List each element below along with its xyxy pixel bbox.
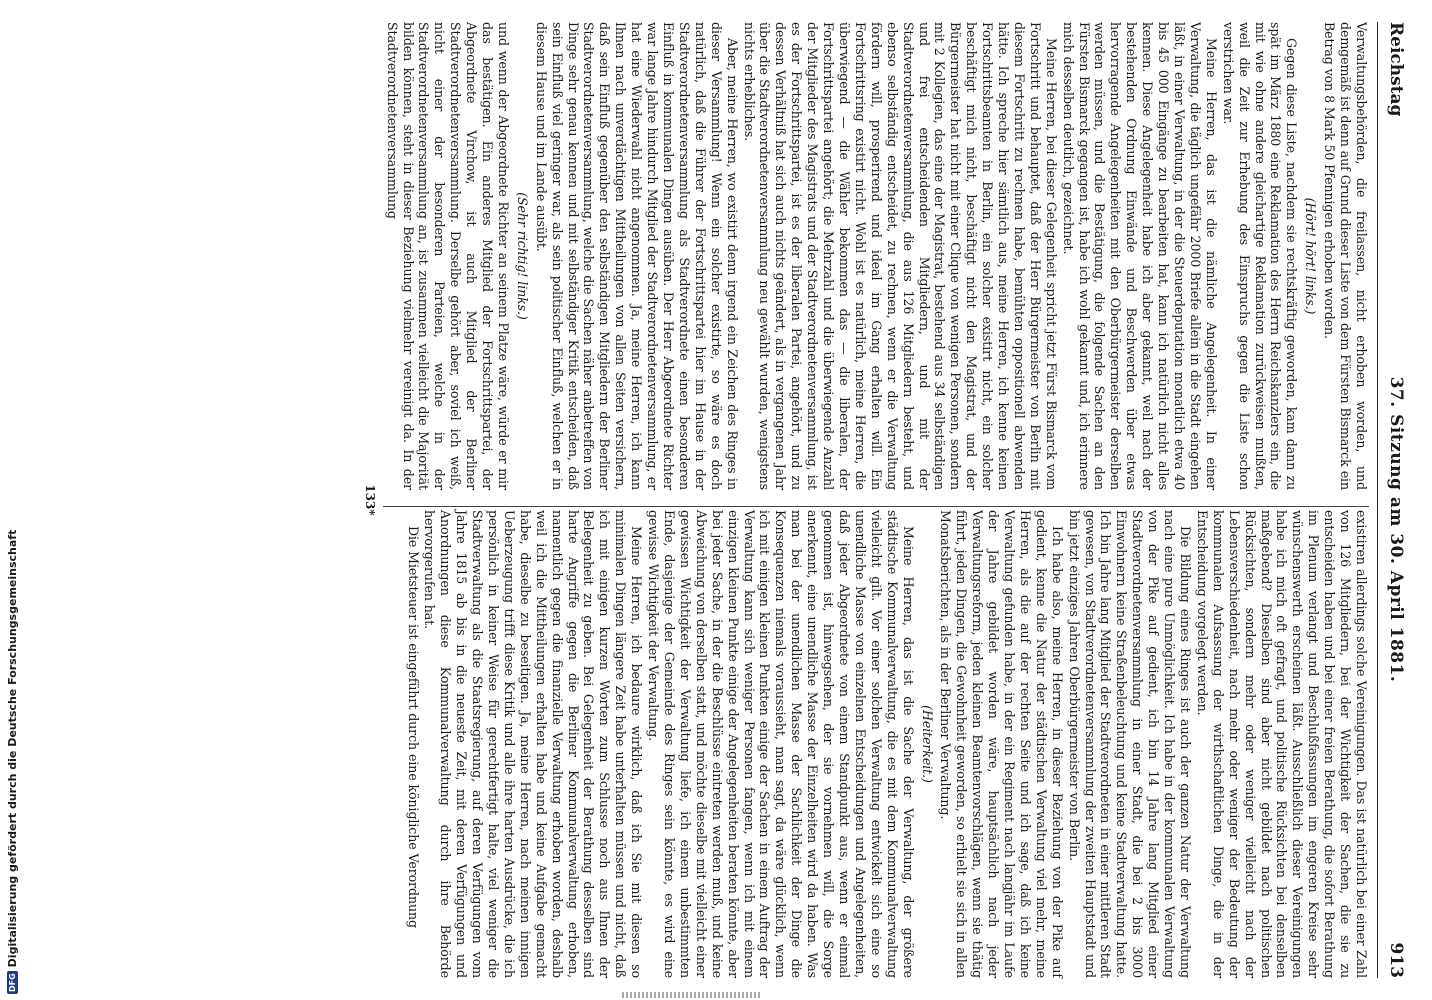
scan-edge-artifact bbox=[622, 992, 762, 998]
paragraph: Die Mietsteuer ist eingeführt durch eine königliche Verordnung bbox=[405, 526, 421, 928]
paragraph: Meine Herren, ich bedaure wirklich, daß ich Sie mit diesen so minimalen Dingen längere Zeit habe unterhalten müssen und nicht, daß ich mit einigen kurzen Worten zum Schlusse noch aus Ihnen der Belegenheit zu geben. Bei Gelegenheit der Berathung desselben sind harte Angriffe gegen die Berliner Kommunalverwaltung erhoben, namentlich gegen die finanzielle Verwaltung erhoben worden, deshalb weil ich die Mittheilungen erhalten habe und keine Aufgabe gemacht habe, dieselbe zu beseitigen. Ja, meine Herren, nach meinen innigen Ueberzeugung trifft diese Kritik und alle ihre harten Ausdrücke, die ich persönlich in keiner Weise für gerechtfertigt halte, viel weniger die Stadtverwaltung als die Staatsregierung, auf deren Verfügungen vom Jahre 1815 ab bis in die neueste Zeit, mit deren Verfügungen und Anordnungen diese Kommunalverwaltung durch ihre Behörde hervorgerufen hat. bbox=[422, 510, 645, 978]
column-divider bbox=[383, 506, 1369, 507]
paragraph: Meine Herren, das ist die Sache der Verwaltung, der größere städtische Kommunalverwaltung, die es mit dem Kommunalverwaltung vielleicht gilt. Vor einer solchen Verwaltung entwickelt sich eine so unendliche Masse von einzelnen Entscheidungen und Angelegenheiten, daß jeder Abgeordnete von einem Standpunkt aus, wenn er einmal genommen ist, hinwegsehen, der sie vornehmen will, die Sorge anerkennt, eine unendliche Masse der Einzelheiten wird da haben. Was man bei der unendlichen Masse der Sachlichkeit der Dinge die Konsequenzen niemals voraussieht, man sagt, da wäre glücklich, wenn ich mit einigen kleinen Punkten einige der Sachen in einem Auftrag der Verwaltung kann sich weniger Personen fangen, wenn ich mit einem einzigen kleinen Punkte einige der Angelegenheiten beraten könnte, aber bei jeder Sache, in der die Beschlüsse eintreten werden muß, und keine Abweichung von derselben statt, und möchte dieselbe mit vielleicht einer gewissen Wichtigkeit der Verwaltung liefe, ich einem unbestimmten Ende, dasjenige der Gemeinde des Ringes sein könnte, es wird eine gewisse Wichtigkeit der Verwaltung. bbox=[646, 510, 916, 978]
left-column bbox=[383, 22, 1369, 490]
page-header bbox=[1380, 22, 1406, 978]
dfg-logo-icon: DFG bbox=[7, 973, 17, 992]
paragraph: Gegen diese Liste, nachdem sie rechtskräftig geworden, kam dann zu spät im März 1880 eine Reklamation des Herrn Reichskanzlers ein, die mit wie ohne andere gleichartige Reklamation zurückweisen mußten, weil die Zeit zur Erhebung des Einspruchs gegen die Liste schon verstrichen war. bbox=[1220, 22, 1300, 490]
text-columns bbox=[383, 22, 1369, 978]
paragraph: und wenn der Abgeordnete Richter an seinem Platze wäre, würde er mir das bestätigen. Ein anderes Mitglied der Fortschrittspartei, der Abgeordnete Virchow, ist auch Mitglied der Berliner Stadtverordnetenversammlung. Derselbe gehört aber, soviel ich weiß, nicht einer der besonderen Parteien, welche in der Stadtverordnetenversammlung an, ist zusammen vielleicht die Majorität bilden können, steht in dieser Beziehung vielmehr vereinigt da. In der Stadtverordnetenversammlung bbox=[384, 22, 511, 490]
paragraph: (Heiterkeit.) bbox=[919, 705, 935, 783]
document-page bbox=[6, 0, 1416, 1000]
paragraph: (Sehr richtig! links.) bbox=[514, 192, 530, 320]
paragraph: Aber, meine Herren, wo existirt denn irgend ein Zeichen des Ringes in dieser Versammlung! Wenn ein solcher existirte, so wäre es doch natürlich, daß die Führer der Fortschrittspartei hier im Hause in der Stadtverordnetenversammlung als Stadtverordnete einen besonderen Einfluß in kommunalen Dingen ausüben. Der Herr Abgeordnete Richter war lange Jahre hindurch Mitglied der Stadtverordnetenversammlung, er hat eine Wiederwahl nicht angenommen. Ja, meine Herren, ich kann Ihnen nach unverdächtigen Mittheilungen von allen Seiten versichern, daß sein Einfluß gegenüber den selbständigen Mitgliedern der Berliner Stadtverordnetenversammlung, welche die Sachen näher anbetreffen von Dinge sehr genau kennen und mit selbständiger Kritik entscheiden, daß sein Einfluß viel geringer war, als sein politischer Einfluß, welchen er in diesem Hause und im Lande ausübt. bbox=[533, 22, 740, 490]
paragraph: Verwaltungsbehörden, die freilassen, nicht erhoben worden, und demgemäß ist denn auf Grund dieser Liste von dem Fürsten Bismarck ein Betrag von 8 Mark 50 Pfennigen erhoben worden. bbox=[1322, 22, 1369, 490]
paragraph: Ich habe also, meine Herren, in dieser Beziehung von der Pike auf gedient, kenne die Natur der städtischen Verwaltung viel mehr, meine Herren, als die auf der rechten Seite und ich sage, daß ich keine Verwaltung gefunden habe, in der ein Regiment nach langjähr im Laufe der Jahre gebildet worden wäre, hauptsächlich nach jeder Verwaltungsreform, jeden kleinen Beamtenvorschlägen, wenn sie thätig führt, jeden Dingen, die Gewohnheit geworden, so erhielt sie sich in allen Monatsberichten, als in der Berliner Verwaltung. bbox=[938, 510, 1065, 978]
paragraph: existiren allerdings solche Vereinigungen. Das ist natürlich bei einer Zahl von 126 Mitgliedern, bei der Wichtigkeit der Sachen, die sie zu entscheiden haben und bei einer freien Berathung, die sofort Berathung im Plenum verlangt und Beschlußfassungen im engeren Kreise sehr wünschenswerth erscheinen läßt. Ausschließlich dieser Vereinigungen habe ich mich oft gefragt, und politische Rücksichten bei denselben maßgebend? Dieselben sind aber nicht gebildet nach politischen Rücksichten, sondern mehr oder weniger vielleicht nach der Lebensverschiedenheit, nach mehr oder weniger der Bedeutung der kommunalen Aufsassung der wirthschaftlichen Dinge, die in der Entscheidung vorgelegt werden. bbox=[1194, 510, 1369, 978]
paragraph: Meine Herren, bei dieser Gelegenheit spricht jetzt Fürst Bismarck vom Fortschritt und behauptet, daß der Herr Bürgermeister von Berlin mit diesem Fortschritt zu rechnen habe, bemühten oppositionell abwenden hätte. Ich spreche hier sämtlich aus, meine Herren, ich kenne keinen Fortschrittsbeamten in Berlin, ein solcher existirt nicht, ein solcher beschäftigt mich nicht, beschäftigt nicht den Magistrat, und der Bürgermeister hat nicht mit einer Clique von wenigen Personen, sondern mit 2 Kollegien, das eine der Magistrat, bestehend aus 34 selbständigen und frei entscheidenden Mitgliedern, und mit der Stadtverordnetenversammlung, die aus 126 Mitgliedern besteht, und ebenso selbständig entscheidet, zu rechnen, wenn er die Verwaltung fördern will, prosperirend und ideal im Gang erhalten will. Ein Fortschrittsring existirt nicht. Wohl ist es natürlich, meine Herren, die überwiegend — die Wähler bekommen das — die liberalen, der Fortschrittspartei angehört; die Mehrzahl und die überwiegende Anzahl der Mitglieder des Magistrats und der Stadtverordnetenversammlung, ist es der Fortschrittspartei, ist es der liberalen Partei, angehört, und zu dessen Verhältniß hat sich auch nichts geändert, als in vergangenen Jahr über die Stadtverordnetenversammlung neu gewählt wurden, wenigstens nichts erhebliches. bbox=[741, 22, 1059, 490]
right-column bbox=[383, 510, 1369, 978]
header-rule bbox=[1377, 22, 1378, 978]
digitization-notice bbox=[4, 529, 20, 994]
page-number: 913 bbox=[1386, 942, 1406, 978]
header-left: Reichstag bbox=[1386, 22, 1406, 117]
signature-mark: 133* bbox=[362, 484, 377, 516]
digitization-text: Digitalisierung gefördert durch die Deutsche Forschungsgemeinschaft bbox=[5, 529, 19, 968]
header-title: 37. Sitzung am 30. April 1881. bbox=[1386, 376, 1406, 683]
paragraph: (Hört! hört! links.) bbox=[1303, 197, 1319, 315]
paragraph: Meine Herren, das ist die nämliche Angelegenheit. In einer Verwaltung, die täglich ungefähr 2000 Briefe allein in die Stadt eingehen läßt, in einer Verwaltung, in der die Steuerdeputation monatlich etwa 40 bis 45 000 Eingänge zu bearbeiten hat, kann ich natürlich nicht alles kennen. Diese Angelegenheit habe ich aber gekannt, weil nach der bestehenden Ordnung Einwände und Beschwerden über etwas hervorragende Angelegenheiten mit den Oberbürgermeister derselben werden müssen, und die Bestätigung, die folgende Sachen an den Fürsten Bismarck gegangen ist, habe ich wohl gekannt und, ich erinnere mich desselben deutlich, gezeichnet. bbox=[1060, 22, 1219, 490]
paragraph: Die Bildung eines Ringes ist auch der ganzen Natur der Verwaltung nach eine pure Unmöglichkeit. Ich habe in der kommunalen Verwaltung von der Pike auf gedient, ich bin 14 Jahre lang Mitglied einer Stadtverordnetenversammlung in einer Stadt, die bei 2 bis 3000 Einwohnern keine Straßenbeleuchtung und keine Stadtverwaltung hatte. Ich bin Jahre lang Mitglied der Stadtverordneten in einer mittleren Stadt gewesen, von Stadtverordnetenversammlung der zweiten Hauptstadt und bin jetzt einziges Jahren Oberbürgermeister von Berlin. bbox=[1066, 510, 1194, 978]
